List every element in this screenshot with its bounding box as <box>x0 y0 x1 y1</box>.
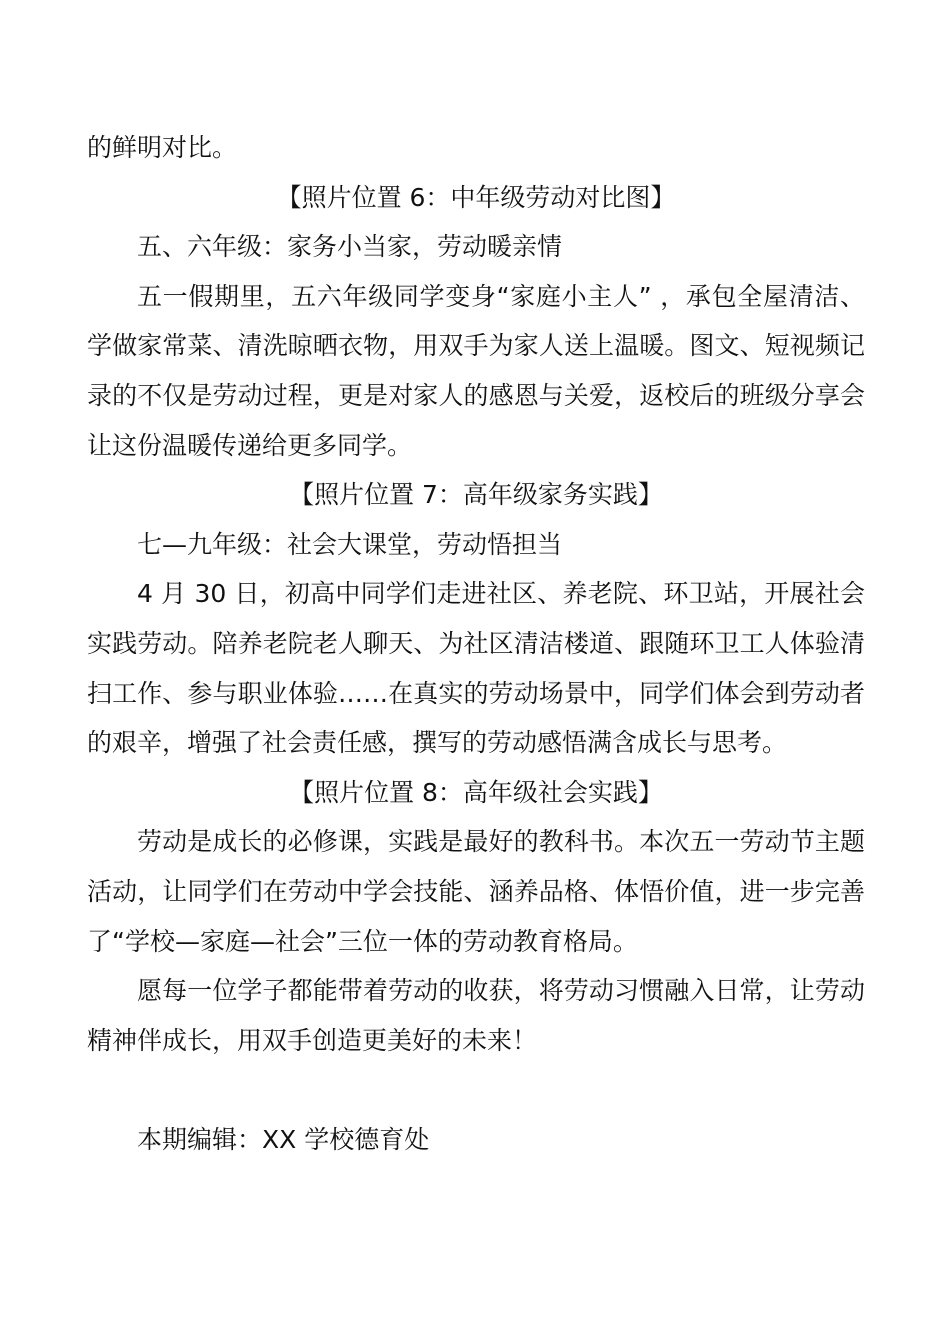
paragraph: 劳动是成长的必修课，实践是最好的教科书。本次五一劳动节主题活动，让同学们在劳动中学会技能、涵养品格、体悟价值，进一步完善了“学校—家庭—社会”三位一体的劳动教育格局。 <box>87 827 865 956</box>
photo-placeholder-caption: 【照片位置 7：高年级家务实践】 <box>289 480 663 510</box>
photo-placeholder-caption: 【照片位置 6：中年级劳动对比图】 <box>276 182 676 212</box>
paragraph: 五一假期里，五六年级同学变身“家庭小主人” ，承包全屋清洁、学做家常菜、清洗晾晒衣物，用双手为家人送上温暖。图文、短视频记录的不仅是劳动过程，更是对家人的感恩与关爱，返校后的班级分享会让这份温暖传递给更多同学。 <box>87 281 865 460</box>
section-heading: 七—九年级：社会大课堂，劳动悟担当 <box>137 529 563 559</box>
photo-placeholder-caption: 【照片位置 8：高年级社会实践】 <box>289 777 663 807</box>
paragraph: 愿每一位学子都能带着劳动的收获，将劳动习惯融入日常，让劳动精神伴成长，用双手创造更美好的未来！ <box>87 976 865 1055</box>
paragraph: 4 月 30 日，初高中同学们走进社区、养老院、环卫站，开展社会实践劳动。陪养老院老人聊天、为社区清洁楼道、跟随环卫工人体验清扫工作、参与职业体验……在真实的劳动场景中，同学们体会到劳动者的艰辛，增强了社会责任感，撰写的劳动感悟满含成长与思考。 <box>87 579 865 758</box>
document-page <box>87 123 865 1164</box>
blank-line <box>87 1065 865 1115</box>
editor-credit: 本期编辑：XX 学校德育处 <box>137 1124 430 1154</box>
section-heading: 五、六年级：家务小当家，劳动暖亲情 <box>137 232 563 262</box>
paragraph-continuation: 的鲜明对比。 <box>87 133 238 162</box>
